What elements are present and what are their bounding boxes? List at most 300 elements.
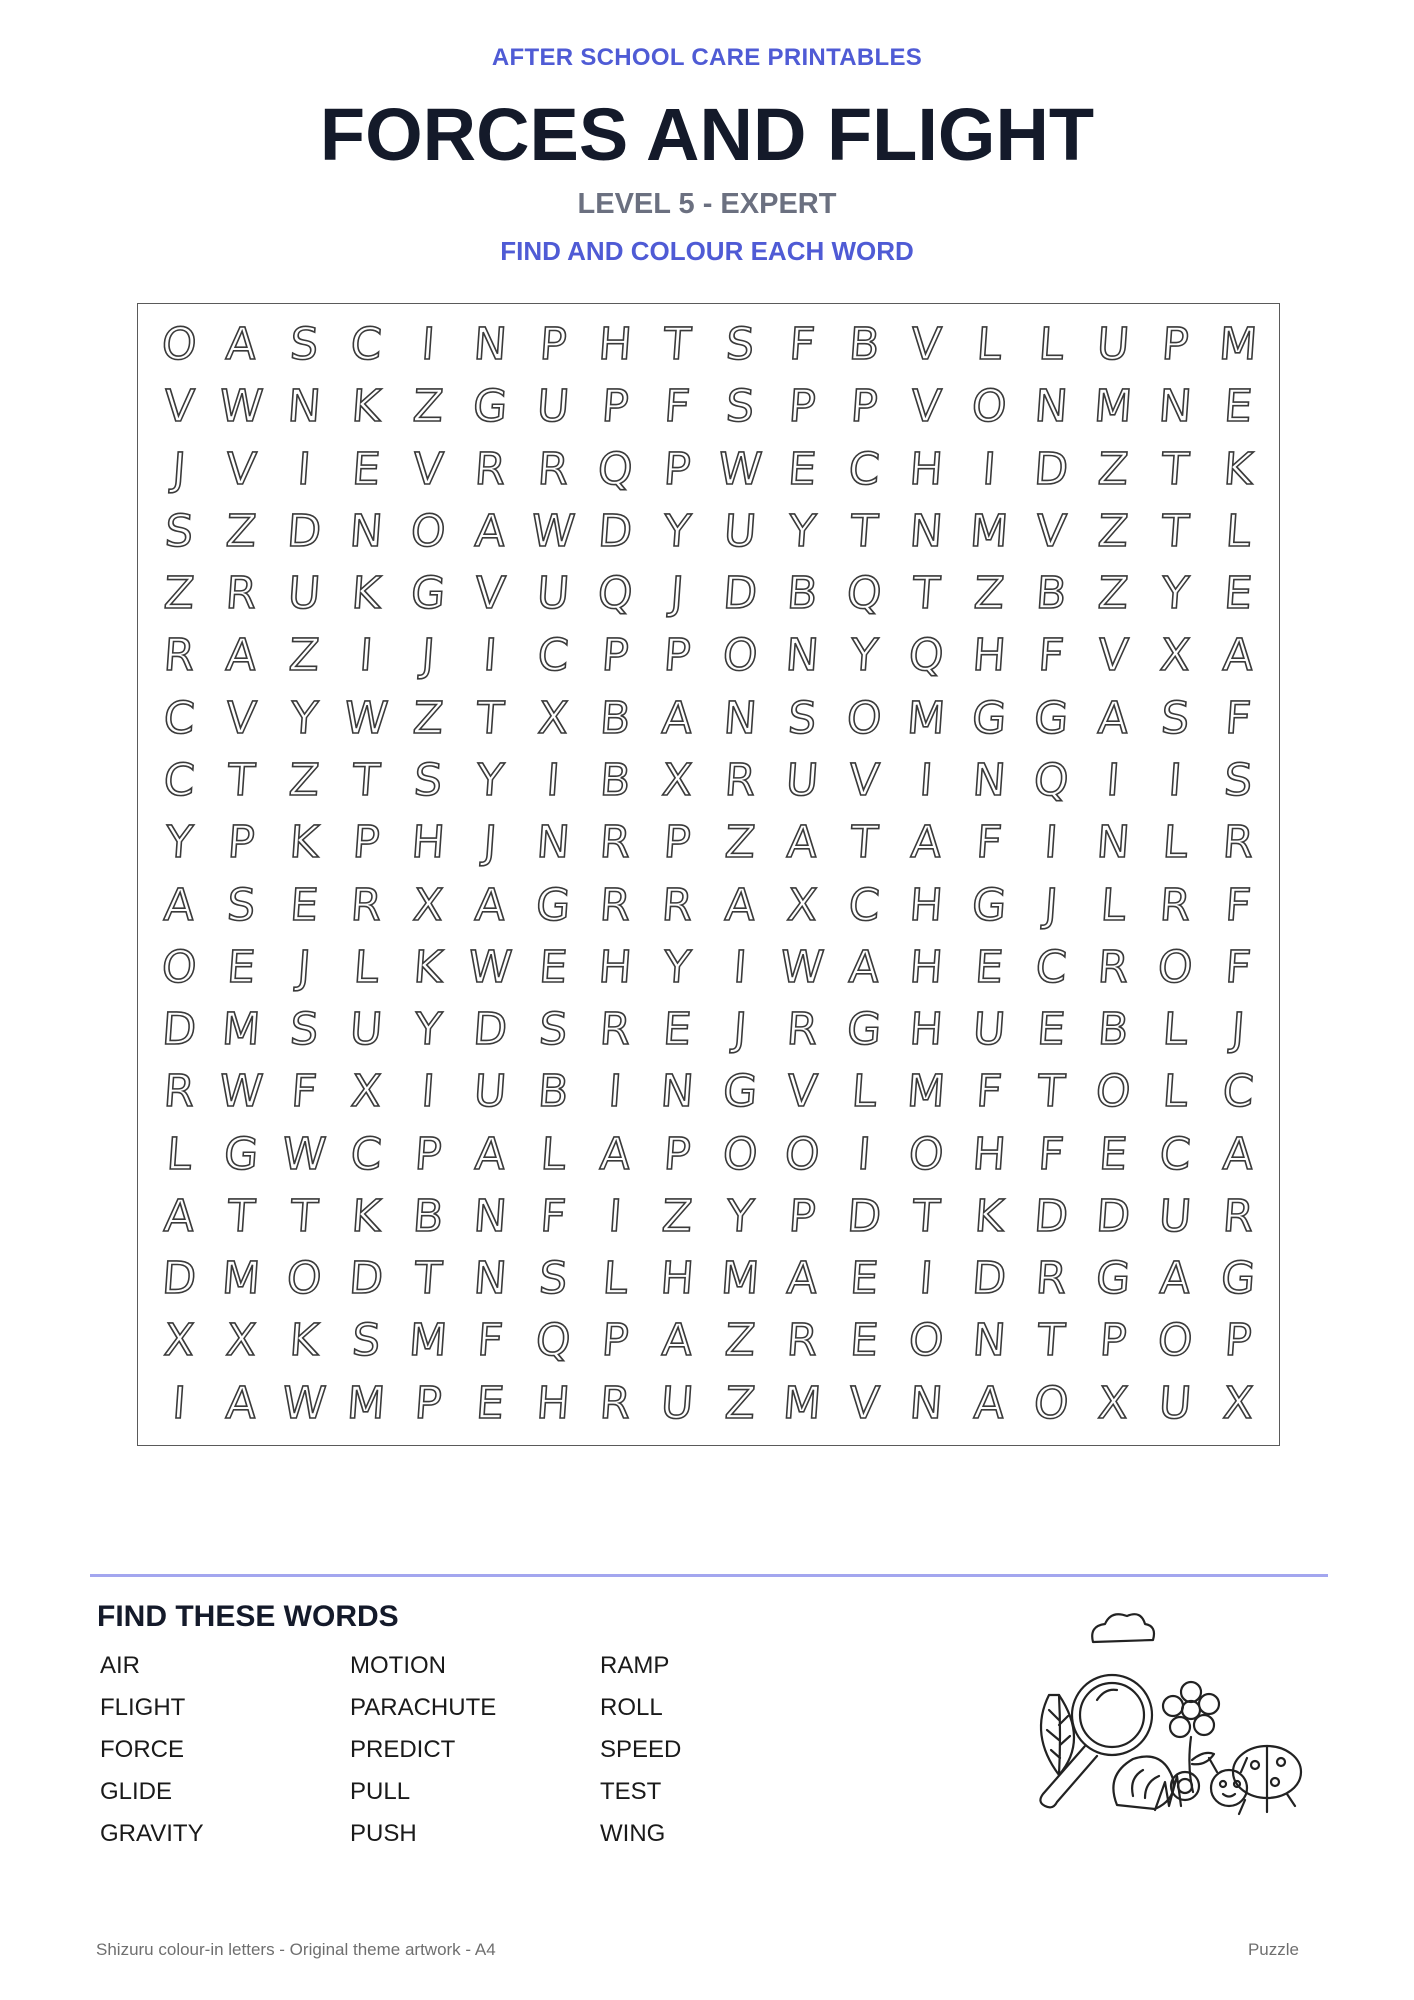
- grid-letter[interactable]: J: [295, 941, 312, 993]
- grid-letter[interactable]: Z: [722, 1315, 757, 1367]
- grid-letter[interactable]: G: [533, 879, 572, 931]
- grid-letter[interactable]: R: [1220, 1191, 1255, 1243]
- grid-letter[interactable]: W: [280, 1377, 328, 1429]
- grid-letter[interactable]: C: [535, 630, 570, 682]
- grid-letter[interactable]: Y: [848, 630, 880, 682]
- grid-letter[interactable]: Y: [724, 1191, 755, 1243]
- grid-letter[interactable]: F: [1223, 879, 1253, 931]
- grid-letter[interactable]: K: [1221, 443, 1255, 495]
- grid-letter[interactable]: U: [784, 755, 820, 807]
- grid-letter[interactable]: G: [409, 568, 448, 620]
- grid-letter[interactable]: V: [909, 319, 944, 371]
- grid-letter[interactable]: P: [662, 443, 693, 495]
- grid-letter[interactable]: C: [162, 692, 197, 744]
- grid-letter[interactable]: B: [535, 1066, 570, 1118]
- grid-letter[interactable]: U: [534, 568, 571, 620]
- grid-letter[interactable]: T: [662, 319, 693, 371]
- grid-letter[interactable]: E: [1035, 1004, 1067, 1056]
- grid-letter[interactable]: E: [1222, 568, 1254, 620]
- grid-letter[interactable]: U: [659, 1377, 696, 1429]
- grid-letter[interactable]: R: [598, 879, 633, 931]
- grid-letter[interactable]: O: [782, 1128, 822, 1180]
- grid-letter[interactable]: L: [1099, 879, 1128, 931]
- grid-letter[interactable]: O: [1156, 941, 1195, 993]
- grid-letter[interactable]: G: [1094, 1253, 1133, 1305]
- grid-letter[interactable]: P: [226, 817, 257, 869]
- grid-letter[interactable]: V: [224, 443, 259, 495]
- grid-letter[interactable]: C: [348, 319, 384, 371]
- grid-letter[interactable]: L: [974, 319, 1003, 371]
- grid-letter[interactable]: E: [848, 1315, 880, 1367]
- grid-letter[interactable]: O: [284, 1253, 323, 1305]
- grid-letter[interactable]: F: [787, 319, 817, 371]
- grid-letter[interactable]: L: [1037, 319, 1066, 371]
- grid-letter[interactable]: A: [1158, 1253, 1193, 1305]
- grid-letter[interactable]: N: [970, 1315, 1008, 1367]
- grid-letter[interactable]: S: [786, 692, 818, 744]
- grid-letter[interactable]: P: [350, 817, 382, 869]
- grid-letter[interactable]: A: [785, 817, 819, 869]
- grid-letter[interactable]: X: [224, 1315, 259, 1367]
- grid-letter[interactable]: J: [482, 817, 499, 869]
- grid-letter[interactable]: D: [845, 1191, 883, 1243]
- grid-letter[interactable]: L: [850, 1066, 879, 1118]
- grid-letter[interactable]: I: [295, 443, 312, 495]
- grid-letter[interactable]: Z: [224, 505, 259, 557]
- grid-letter[interactable]: A: [224, 319, 259, 371]
- grid-letter[interactable]: A: [224, 630, 259, 682]
- grid-letter[interactable]: P: [600, 381, 631, 433]
- grid-letter[interactable]: L: [1223, 505, 1252, 557]
- grid-letter[interactable]: F: [1223, 941, 1253, 993]
- grid-letter[interactable]: T: [475, 692, 506, 744]
- grid-letter[interactable]: A: [1096, 692, 1131, 744]
- grid-letter[interactable]: O: [907, 1128, 946, 1180]
- grid-letter[interactable]: A: [598, 1128, 632, 1180]
- grid-letter[interactable]: S: [537, 1253, 569, 1305]
- grid-letter[interactable]: O: [1031, 1377, 1071, 1429]
- grid-letter[interactable]: P: [662, 630, 693, 682]
- grid-letter[interactable]: V: [785, 1066, 819, 1118]
- grid-letter[interactable]: D: [970, 1253, 1008, 1305]
- grid-letter[interactable]: P: [849, 381, 880, 433]
- grid-letter[interactable]: N: [1032, 381, 1070, 433]
- grid-letter[interactable]: I: [606, 1191, 624, 1243]
- grid-letter[interactable]: G: [1219, 1253, 1257, 1305]
- grid-letter[interactable]: K: [972, 1191, 1005, 1243]
- grid-letter[interactable]: V: [847, 1377, 882, 1429]
- grid-letter[interactable]: Z: [1096, 505, 1131, 557]
- grid-letter[interactable]: I: [1167, 755, 1184, 807]
- grid-letter[interactable]: N: [908, 1377, 945, 1429]
- grid-letter[interactable]: U: [970, 1004, 1007, 1056]
- grid-letter[interactable]: F: [289, 1066, 319, 1118]
- grid-letter[interactable]: H: [908, 879, 945, 931]
- grid-letter[interactable]: N: [347, 505, 385, 557]
- grid-letter[interactable]: S: [350, 1315, 382, 1367]
- grid-letter[interactable]: J: [669, 568, 686, 620]
- grid-letter[interactable]: V: [847, 755, 882, 807]
- grid-letter[interactable]: N: [472, 1191, 509, 1243]
- grid-letter[interactable]: O: [720, 630, 759, 682]
- grid-letter[interactable]: T: [848, 817, 880, 869]
- grid-letter[interactable]: E: [537, 941, 569, 993]
- grid-letter[interactable]: R: [784, 1004, 820, 1056]
- grid-letter[interactable]: D: [720, 568, 759, 620]
- grid-letter[interactable]: S: [412, 755, 445, 807]
- grid-letter[interactable]: I: [357, 630, 375, 682]
- grid-letter[interactable]: O: [845, 692, 884, 744]
- grid-letter[interactable]: L: [1161, 1066, 1190, 1118]
- grid-letter[interactable]: M: [407, 1315, 450, 1367]
- grid-letter[interactable]: T: [1160, 443, 1191, 495]
- grid-letter[interactable]: W: [217, 381, 265, 433]
- grid-letter[interactable]: P: [1160, 319, 1191, 371]
- grid-letter[interactable]: X: [1158, 630, 1193, 682]
- grid-letter[interactable]: H: [908, 443, 945, 495]
- grid-letter[interactable]: D: [160, 1004, 198, 1056]
- grid-letter[interactable]: D: [471, 1004, 510, 1056]
- grid-letter[interactable]: S: [287, 319, 320, 371]
- grid-letter[interactable]: F: [974, 1066, 1004, 1118]
- grid-letter[interactable]: L: [1161, 817, 1190, 869]
- grid-letter[interactable]: V: [909, 381, 944, 433]
- grid-letter[interactable]: N: [472, 319, 509, 371]
- grid-letter[interactable]: E: [350, 443, 382, 495]
- grid-letter[interactable]: L: [1161, 1004, 1190, 1056]
- grid-letter[interactable]: Q: [596, 568, 635, 620]
- grid-letter[interactable]: A: [473, 1128, 508, 1180]
- grid-letter[interactable]: A: [660, 692, 695, 744]
- grid-letter[interactable]: F: [1036, 630, 1066, 682]
- grid-letter[interactable]: N: [659, 1066, 696, 1118]
- grid-letter[interactable]: I: [918, 755, 935, 807]
- grid-letter[interactable]: Z: [722, 1377, 757, 1429]
- grid-letter[interactable]: C: [348, 1128, 384, 1180]
- grid-letter[interactable]: R: [162, 630, 197, 682]
- grid-letter[interactable]: E: [786, 443, 818, 495]
- grid-letter[interactable]: J: [1229, 1004, 1247, 1056]
- grid-letter[interactable]: E: [973, 941, 1005, 993]
- grid-letter[interactable]: M: [718, 1253, 761, 1305]
- grid-letter[interactable]: X: [349, 1066, 383, 1118]
- grid-letter[interactable]: H: [908, 941, 945, 993]
- grid-letter[interactable]: R: [348, 879, 384, 931]
- grid-letter[interactable]: U: [1157, 1377, 1194, 1429]
- grid-letter[interactable]: Y: [786, 505, 818, 557]
- grid-letter[interactable]: Y: [288, 692, 319, 744]
- grid-letter[interactable]: I: [606, 1066, 624, 1118]
- grid-letter[interactable]: X: [411, 879, 446, 931]
- grid-letter[interactable]: Z: [971, 568, 1006, 620]
- grid-letter[interactable]: N: [721, 692, 758, 744]
- grid-letter[interactable]: I: [420, 1066, 437, 1118]
- grid-letter[interactable]: I: [170, 1377, 188, 1429]
- grid-letter[interactable]: Y: [662, 941, 693, 993]
- grid-letter[interactable]: V: [473, 568, 508, 620]
- grid-letter[interactable]: R: [224, 568, 259, 620]
- grid-letter[interactable]: I: [1042, 817, 1060, 869]
- grid-letter[interactable]: H: [596, 941, 634, 993]
- grid-letter[interactable]: C: [1033, 941, 1069, 993]
- grid-letter[interactable]: B: [1096, 1004, 1131, 1056]
- grid-letter[interactable]: Z: [162, 568, 197, 620]
- grid-letter[interactable]: L: [351, 941, 381, 993]
- grid-letter[interactable]: O: [907, 1315, 946, 1367]
- grid-letter[interactable]: O: [1156, 1315, 1195, 1367]
- grid-letter[interactable]: D: [1032, 443, 1070, 495]
- grid-letter[interactable]: I: [544, 755, 562, 807]
- grid-letter[interactable]: C: [162, 755, 197, 807]
- grid-letter[interactable]: A: [1221, 630, 1255, 682]
- grid-letter[interactable]: D: [1032, 1191, 1070, 1243]
- grid-letter[interactable]: I: [918, 1253, 935, 1305]
- grid-letter[interactable]: I: [855, 1128, 873, 1180]
- grid-letter[interactable]: Q: [1031, 755, 1071, 807]
- grid-letter[interactable]: N: [908, 505, 945, 557]
- grid-letter[interactable]: O: [1094, 1066, 1133, 1118]
- grid-letter[interactable]: N: [534, 817, 572, 869]
- grid-letter[interactable]: N: [970, 755, 1008, 807]
- grid-letter[interactable]: T: [226, 755, 257, 807]
- grid-letter[interactable]: S: [1222, 755, 1254, 807]
- grid-letter[interactable]: L: [165, 1128, 194, 1180]
- grid-letter[interactable]: T: [1035, 1066, 1067, 1118]
- grid-letter[interactable]: A: [162, 1191, 197, 1243]
- grid-letter[interactable]: W: [467, 941, 515, 993]
- grid-letter[interactable]: E: [288, 879, 320, 931]
- grid-letter[interactable]: Z: [1096, 568, 1131, 620]
- grid-letter[interactable]: S: [287, 1004, 320, 1056]
- grid-letter[interactable]: I: [1105, 755, 1122, 807]
- grid-letter[interactable]: N: [1157, 381, 1194, 433]
- grid-letter[interactable]: P: [786, 381, 817, 433]
- grid-letter[interactable]: V: [1096, 630, 1131, 682]
- grid-letter[interactable]: Z: [722, 817, 757, 869]
- grid-letter[interactable]: Q: [907, 630, 946, 682]
- grid-letter[interactable]: B: [1034, 568, 1068, 620]
- grid-letter[interactable]: T: [911, 1191, 942, 1243]
- grid-letter[interactable]: D: [284, 505, 323, 557]
- grid-letter[interactable]: S: [1159, 692, 1192, 744]
- grid-letter[interactable]: F: [1036, 1128, 1066, 1180]
- grid-letter[interactable]: N: [472, 1253, 509, 1305]
- grid-letter[interactable]: P: [600, 1315, 631, 1367]
- grid-letter[interactable]: P: [1098, 1315, 1129, 1367]
- grid-letter[interactable]: B: [411, 1191, 446, 1243]
- grid-letter[interactable]: G: [845, 1004, 884, 1056]
- grid-letter[interactable]: C: [1220, 1066, 1256, 1118]
- grid-letter[interactable]: X: [162, 1315, 197, 1367]
- grid-letter[interactable]: M: [905, 1066, 948, 1118]
- grid-letter[interactable]: U: [1095, 319, 1132, 371]
- grid-letter[interactable]: O: [160, 941, 199, 993]
- grid-letter[interactable]: T: [911, 568, 942, 620]
- grid-letter[interactable]: P: [413, 1128, 444, 1180]
- grid-letter[interactable]: O: [969, 381, 1008, 433]
- grid-letter[interactable]: I: [731, 941, 748, 993]
- grid-letter[interactable]: C: [847, 443, 882, 495]
- grid-letter[interactable]: T: [1035, 1315, 1067, 1367]
- grid-letter[interactable]: N: [1095, 817, 1132, 869]
- grid-letter[interactable]: K: [349, 1191, 383, 1243]
- grid-letter[interactable]: K: [287, 817, 320, 869]
- grid-letter[interactable]: F: [974, 817, 1004, 869]
- grid-letter[interactable]: H: [409, 817, 447, 869]
- grid-letter[interactable]: S: [723, 381, 756, 433]
- grid-letter[interactable]: Z: [286, 755, 321, 807]
- grid-letter[interactable]: A: [660, 1315, 695, 1367]
- grid-letter[interactable]: Z: [1096, 443, 1131, 495]
- grid-letter[interactable]: T: [413, 1253, 444, 1305]
- grid-letter[interactable]: M: [781, 1377, 823, 1429]
- grid-letter[interactable]: U: [534, 381, 571, 433]
- grid-letter[interactable]: P: [1222, 1315, 1253, 1367]
- grid-letter[interactable]: H: [970, 630, 1008, 682]
- grid-letter[interactable]: Z: [660, 1191, 695, 1243]
- grid-letter[interactable]: G: [222, 1128, 261, 1180]
- grid-letter[interactable]: J: [420, 630, 437, 682]
- grid-letter[interactable]: G: [471, 381, 510, 433]
- grid-letter[interactable]: K: [412, 941, 445, 993]
- grid-letter[interactable]: M: [1217, 319, 1259, 371]
- grid-letter[interactable]: U: [721, 505, 758, 557]
- grid-letter[interactable]: H: [534, 1377, 572, 1429]
- grid-letter[interactable]: F: [538, 1191, 568, 1243]
- grid-letter[interactable]: F: [662, 381, 692, 433]
- grid-letter[interactable]: P: [662, 817, 693, 869]
- grid-letter[interactable]: R: [1158, 879, 1193, 931]
- grid-letter[interactable]: P: [786, 1191, 817, 1243]
- grid-letter[interactable]: J: [731, 1004, 748, 1056]
- grid-letter[interactable]: V: [1034, 505, 1068, 557]
- grid-letter[interactable]: P: [413, 1377, 444, 1429]
- grid-letter[interactable]: T: [1160, 505, 1191, 557]
- grid-letter[interactable]: E: [474, 1377, 507, 1429]
- grid-letter[interactable]: E: [848, 1253, 880, 1305]
- grid-letter[interactable]: L: [538, 1128, 567, 1180]
- grid-letter[interactable]: M: [220, 1004, 263, 1056]
- grid-letter[interactable]: W: [529, 505, 577, 557]
- grid-letter[interactable]: P: [537, 319, 568, 371]
- grid-letter[interactable]: S: [537, 1004, 569, 1056]
- grid-letter[interactable]: G: [969, 879, 1008, 931]
- grid-letter[interactable]: Q: [596, 443, 635, 495]
- grid-letter[interactable]: Z: [411, 692, 446, 744]
- grid-letter[interactable]: G: [720, 1066, 759, 1118]
- grid-letter[interactable]: R: [473, 443, 508, 495]
- grid-letter[interactable]: R: [1033, 1253, 1069, 1305]
- grid-letter[interactable]: W: [217, 1066, 265, 1118]
- grid-letter[interactable]: X: [535, 692, 570, 744]
- grid-letter[interactable]: B: [598, 755, 632, 807]
- grid-letter[interactable]: Q: [533, 1315, 572, 1367]
- grid-letter[interactable]: M: [968, 505, 1010, 557]
- grid-letter[interactable]: L: [601, 1253, 630, 1305]
- grid-letter[interactable]: V: [411, 443, 446, 495]
- grid-letter[interactable]: Y: [163, 817, 195, 869]
- grid-letter[interactable]: T: [226, 1191, 257, 1243]
- grid-letter[interactable]: D: [596, 505, 634, 557]
- grid-letter[interactable]: H: [659, 1253, 696, 1305]
- grid-letter[interactable]: C: [1158, 1128, 1193, 1180]
- grid-letter[interactable]: S: [163, 505, 195, 557]
- grid-letter[interactable]: Z: [286, 630, 321, 682]
- grid-letter[interactable]: U: [348, 1004, 384, 1056]
- grid-letter[interactable]: X: [1221, 1377, 1255, 1429]
- grid-letter[interactable]: K: [349, 381, 383, 433]
- grid-letter[interactable]: T: [350, 755, 382, 807]
- grid-letter[interactable]: E: [1222, 381, 1254, 433]
- grid-letter[interactable]: K: [349, 568, 383, 620]
- grid-letter[interactable]: D: [347, 1253, 385, 1305]
- grid-letter[interactable]: E: [661, 1004, 694, 1056]
- grid-letter[interactable]: H: [908, 1004, 945, 1056]
- grid-letter[interactable]: W: [280, 1128, 328, 1180]
- grid-letter[interactable]: W: [778, 941, 826, 993]
- grid-letter[interactable]: U: [472, 1066, 509, 1118]
- grid-letter[interactable]: O: [160, 319, 199, 371]
- grid-letter[interactable]: X: [1096, 1377, 1131, 1429]
- grid-letter[interactable]: R: [1220, 817, 1255, 869]
- grid-letter[interactable]: Y: [1160, 568, 1191, 620]
- grid-letter[interactable]: K: [287, 1315, 320, 1367]
- grid-letter[interactable]: R: [784, 1315, 820, 1367]
- grid-letter[interactable]: G: [1032, 692, 1070, 744]
- grid-letter[interactable]: A: [473, 879, 508, 931]
- grid-letter[interactable]: V: [162, 381, 197, 433]
- grid-letter[interactable]: A: [162, 879, 197, 931]
- grid-letter[interactable]: A: [971, 1377, 1006, 1429]
- grid-letter[interactable]: J: [1042, 879, 1060, 931]
- grid-letter[interactable]: N: [783, 630, 821, 682]
- grid-letter[interactable]: F: [1223, 692, 1253, 744]
- grid-letter[interactable]: I: [420, 319, 437, 371]
- grid-letter[interactable]: R: [598, 1377, 633, 1429]
- grid-letter[interactable]: A: [224, 1377, 259, 1429]
- grid-letter[interactable]: H: [970, 1128, 1008, 1180]
- grid-letter[interactable]: A: [722, 879, 757, 931]
- grid-letter[interactable]: D: [1094, 1191, 1133, 1243]
- grid-letter[interactable]: O: [720, 1128, 759, 1180]
- grid-letter[interactable]: R: [162, 1066, 197, 1118]
- grid-letter[interactable]: G: [969, 692, 1008, 744]
- grid-letter[interactable]: S: [723, 319, 756, 371]
- grid-letter[interactable]: M: [1092, 381, 1135, 433]
- grid-letter[interactable]: T: [288, 1191, 319, 1243]
- grid-letter[interactable]: U: [285, 568, 322, 620]
- grid-letter[interactable]: S: [225, 879, 258, 931]
- grid-letter[interactable]: Y: [413, 1004, 444, 1056]
- grid-letter[interactable]: Z: [411, 381, 446, 433]
- grid-letter[interactable]: R: [1096, 941, 1131, 993]
- grid-letter[interactable]: D: [160, 1253, 198, 1305]
- grid-letter[interactable]: U: [1157, 1191, 1194, 1243]
- grid-letter[interactable]: Y: [662, 505, 693, 557]
- grid-letter[interactable]: A: [785, 1253, 819, 1305]
- grid-letter[interactable]: B: [598, 692, 632, 744]
- grid-letter[interactable]: E: [1097, 1128, 1130, 1180]
- grid-letter[interactable]: B: [785, 568, 819, 620]
- grid-letter[interactable]: M: [220, 1253, 263, 1305]
- grid-letter[interactable]: I: [482, 630, 499, 682]
- grid-letter[interactable]: F: [476, 1315, 505, 1367]
- grid-letter[interactable]: M: [345, 1377, 387, 1429]
- grid-letter[interactable]: I: [980, 443, 998, 495]
- grid-letter[interactable]: R: [660, 879, 695, 931]
- grid-letter[interactable]: H: [596, 319, 634, 371]
- grid-letter[interactable]: P: [600, 630, 631, 682]
